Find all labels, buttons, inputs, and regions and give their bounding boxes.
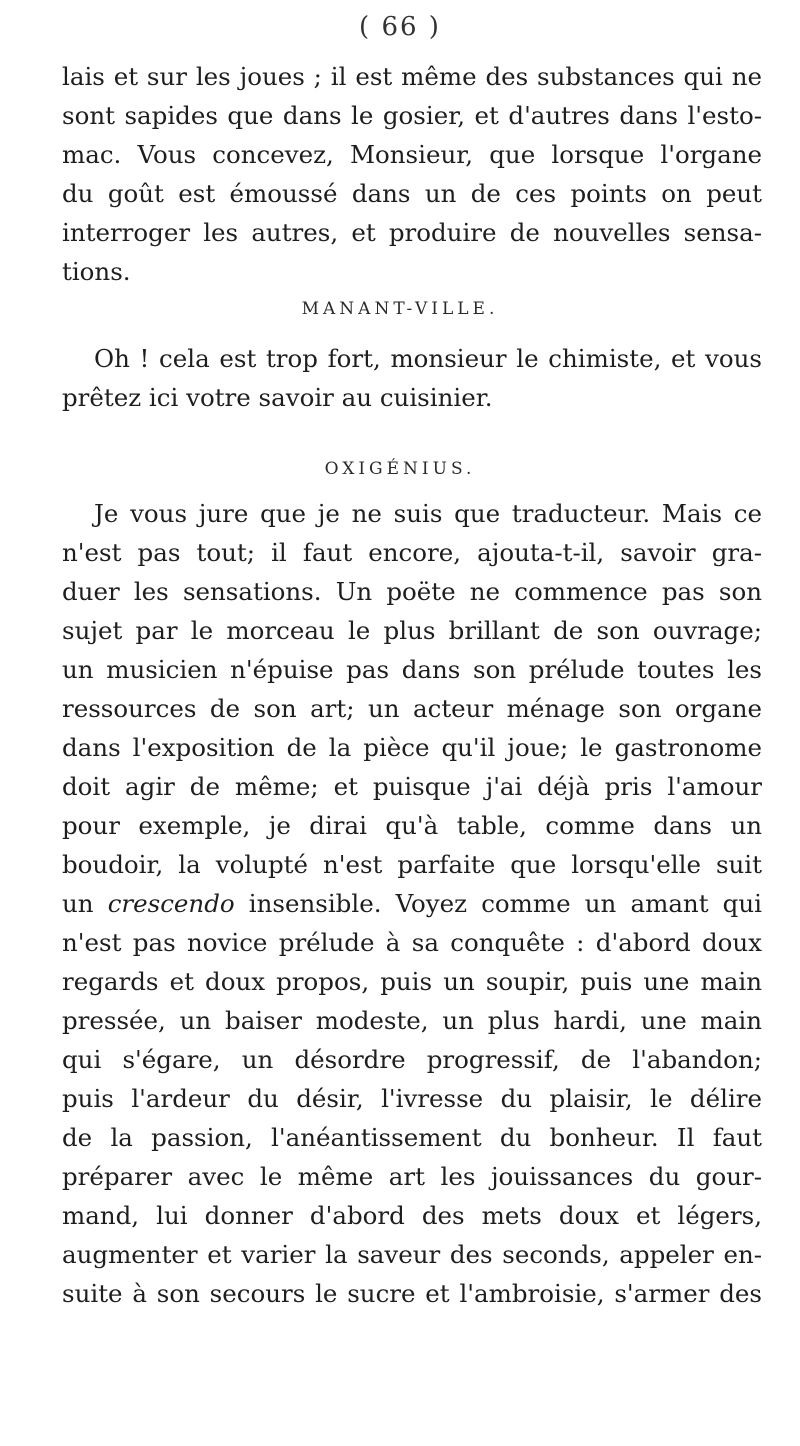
text-line: Je vous jure que je ne suis que traducteur. Mais ce (94, 499, 762, 528)
text-line: regards et doux propos, puis un soupir, puis une main (62, 967, 762, 996)
text-line: interroger les autres, et produire de nouvelles sensa- (62, 218, 762, 247)
text-line: n'est pas tout; il faut encore, ajouta-t-il, savoir gra- (62, 538, 762, 567)
text-line: doit agir de même; et puisque j'ai déjà pris l'amour (62, 772, 762, 801)
text-line: n'est pas novice prélude à sa conquête : d'abord doux (62, 928, 762, 957)
text-line: prêtez ici votre savoir au cuisinier. (62, 383, 493, 412)
text-line: augmenter et varier la saveur des seconds, appeler en- (62, 1240, 762, 1269)
text-line: mand, lui donner d'abord des mets doux et légers, (62, 1201, 762, 1230)
text-line-crescendo (62, 884, 762, 923)
speaker-name: OXIGÉNIUS. (324, 459, 476, 479)
text-line: du goût est émoussé dans un de ces points on peut (62, 179, 762, 208)
paragraph-manant-ville (62, 339, 762, 417)
speaker-name: MANANT-VILLE. (301, 299, 499, 319)
text-line: sont sapides que dans le gosier, et d'autres dans l'esto- (62, 101, 762, 130)
paragraph-continuation (62, 57, 762, 291)
text-line: tions. (62, 257, 131, 286)
text-line: pressée, un baiser modeste, un plus hardi, une main (62, 1006, 762, 1035)
paragraph-oxigenius (62, 494, 762, 1313)
text-line: boudoir, la volupté n'est parfaite que lorsqu'elle suit (62, 850, 762, 879)
page-number: ( 66 ) (359, 12, 441, 42)
text-line: lais et sur les joues ; il est même des substances qui ne (62, 62, 762, 91)
text-line: Oh ! cela est trop fort, monsieur le chimiste, et vous (94, 344, 762, 373)
text-line: qui s'égare, un désordre progressif, de l'abandon; (62, 1045, 762, 1074)
text-line: ressources de son art; un acteur ménage son organe (62, 694, 762, 723)
text-line: préparer avec le même art les jouissances du gour- (62, 1162, 762, 1191)
text-line: duer les sensations. Un poëte ne commence pas son (62, 577, 762, 606)
text-line: dans l'exposition de la pièce qu'il joue; le gastronome (62, 733, 762, 762)
text-line: suite à son secours le sucre et l'ambroisie, s'armer des (62, 1279, 762, 1308)
text-fragment: insensible. Voyez comme un amant qui (234, 889, 762, 918)
text-line: de la passion, l'anéantissement du bonheur. Il faut (62, 1123, 762, 1152)
text-line: puis l'ardeur du désir, l'ivresse du plaisir, le délire (62, 1084, 762, 1113)
text-line: un musicien n'épuise pas dans son prélude toutes les (62, 655, 762, 684)
text-line: sujet par le morceau le plus brillant de son ouvrage; (62, 616, 762, 645)
italic-word: crescendo (107, 889, 235, 918)
text-fragment: un (62, 889, 108, 918)
text-line: mac. Vous concevez, Monsieur, que lorsque l'organe (62, 140, 762, 169)
text-line: pour exemple, je dirai qu'à table, comme dans un (62, 811, 762, 840)
